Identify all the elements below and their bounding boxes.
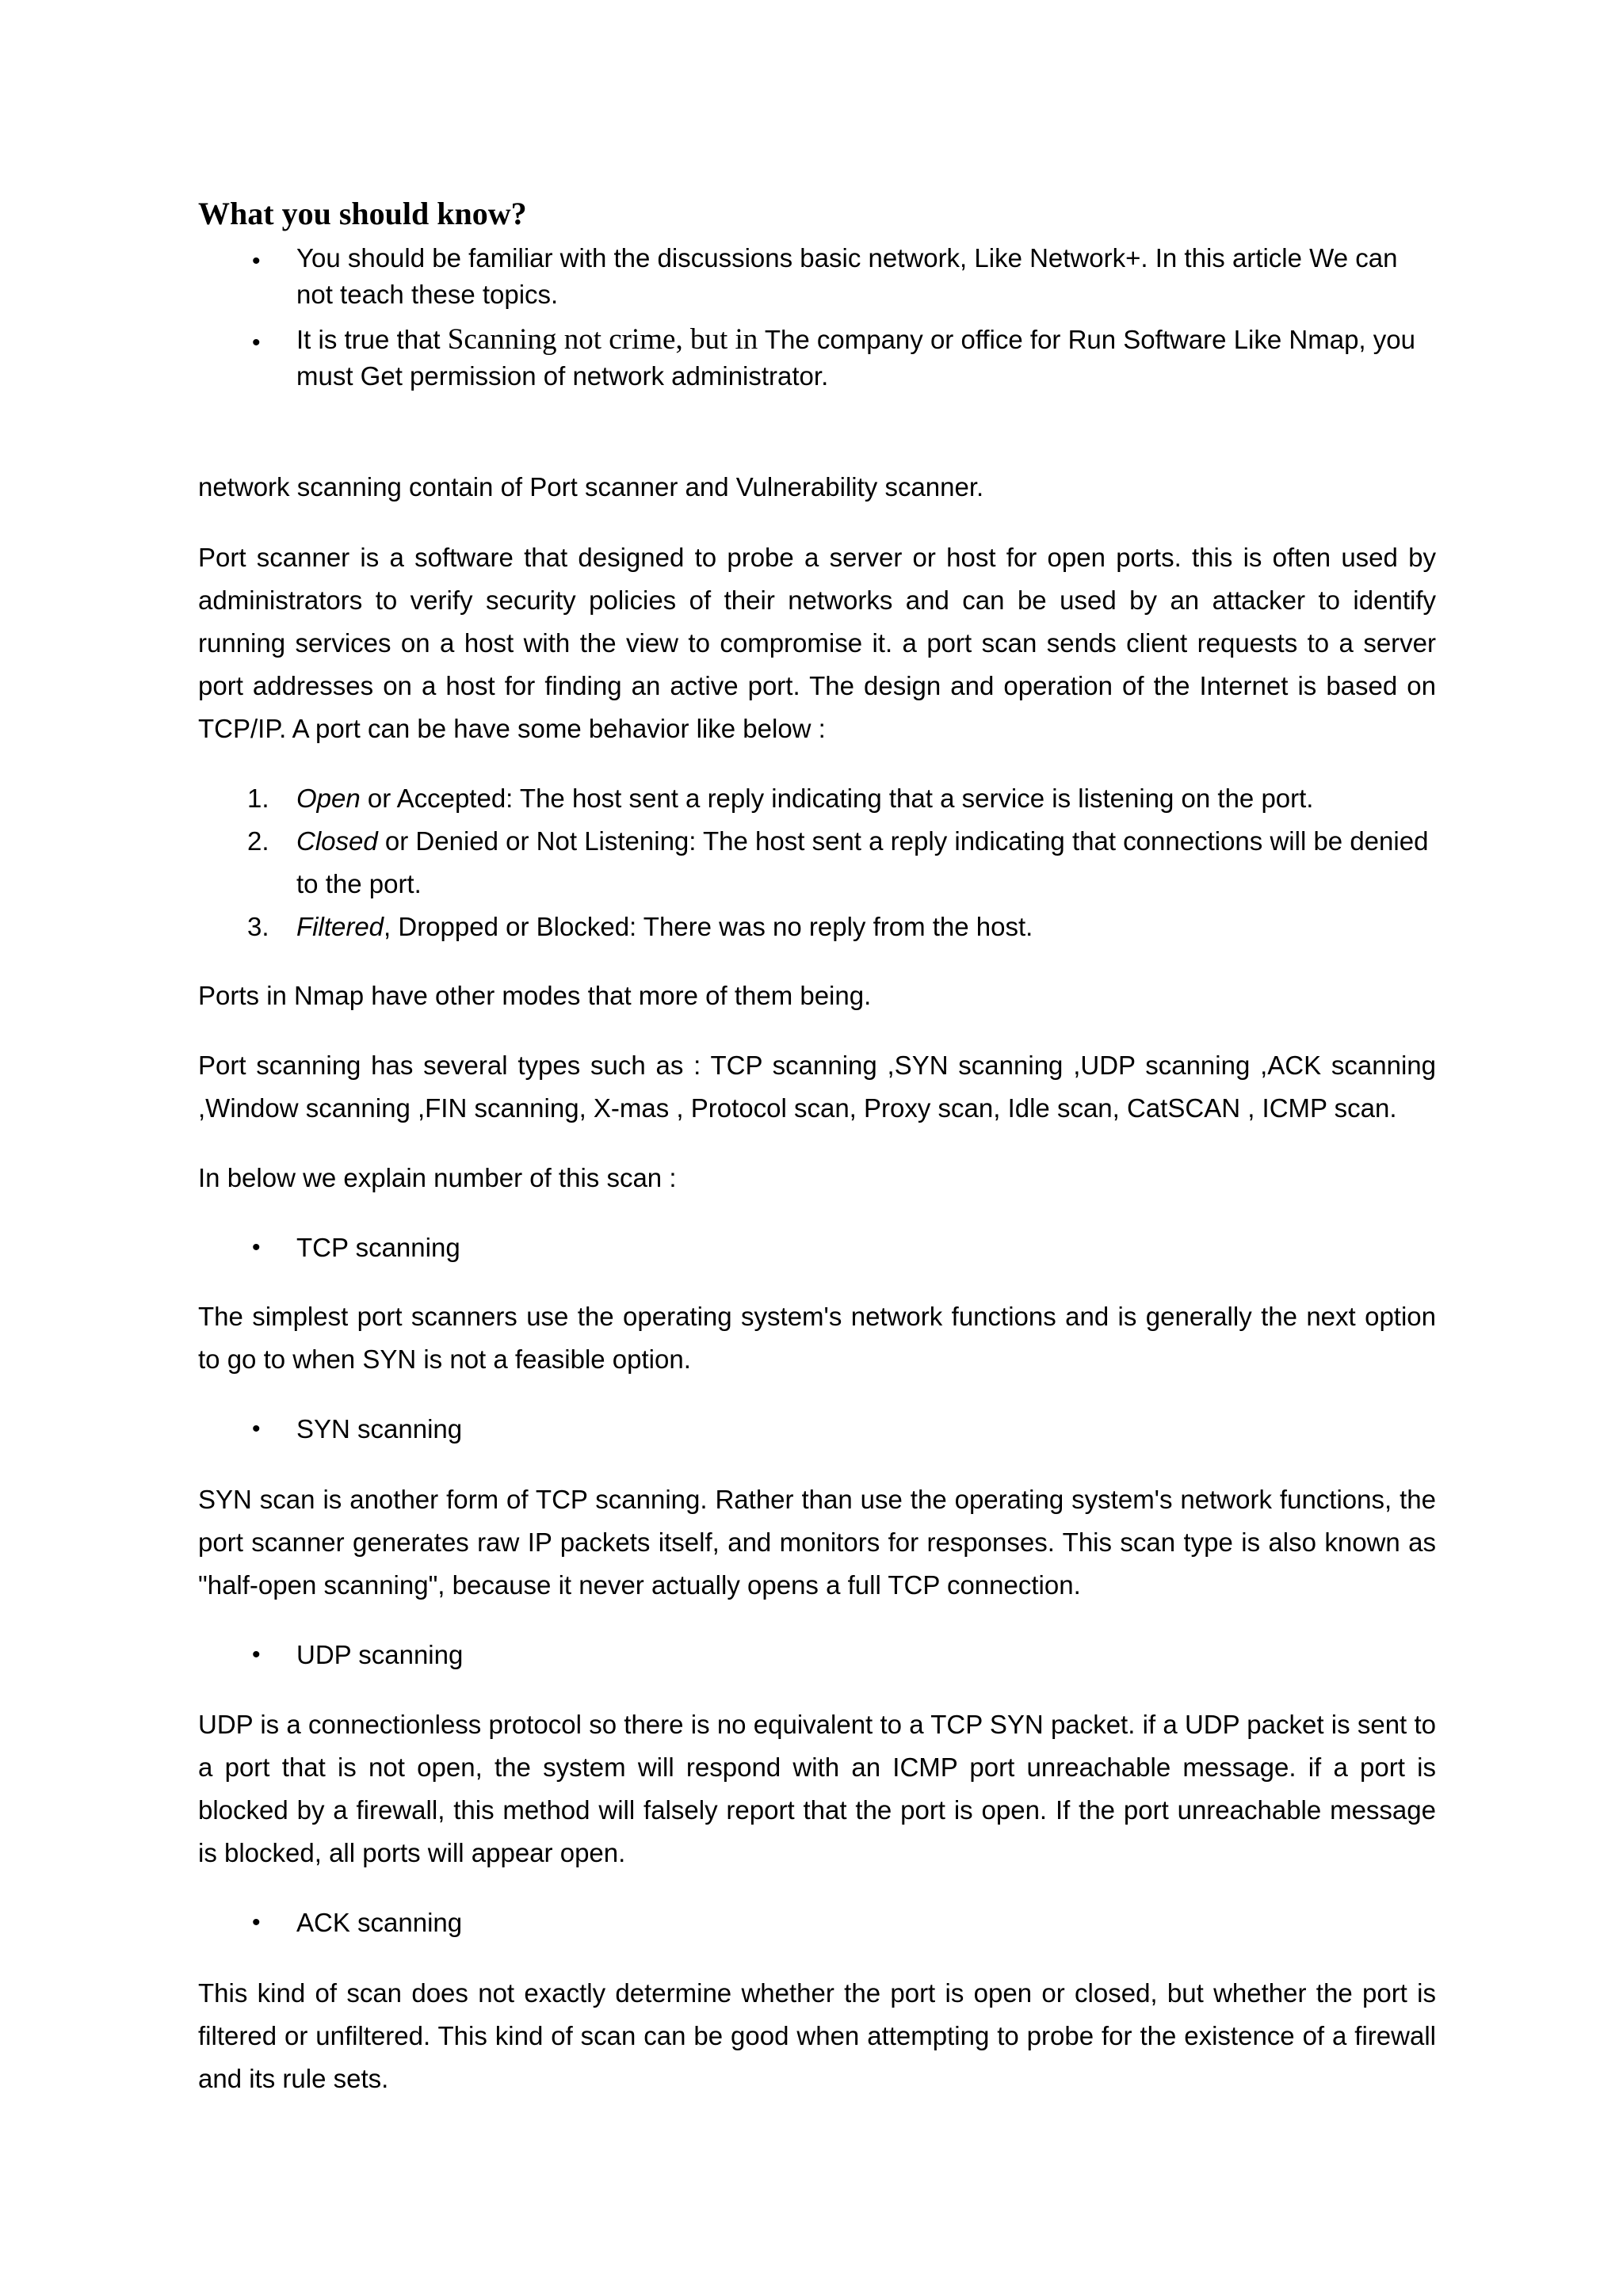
state-desc: or Denied or Not Listening: The host sent a reply indicating that connections will be denied to the port. [296, 826, 1429, 898]
scan-title-ack: ACK scanning [296, 1908, 463, 1937]
bullet-icon: • [252, 248, 261, 274]
paragraph-network-scanning: network scanning contain of Port scanner and Vulnerability scanner. [198, 472, 984, 502]
state-desc: or Accepted: The host sent a reply indicating that a service is listening on the port. [360, 784, 1314, 813]
intro-bullet-2-text-a: It is true that [296, 325, 448, 354]
paragraph-nmap-modes: Ports in Nmap have other modes that more of them being. [198, 981, 872, 1010]
state-term: Closed [296, 826, 378, 856]
state-text [296, 906, 1436, 948]
intro-bullet-2-text-b: The company or office for Run Software Like Nmap, you must Get permission of network administrator. [296, 325, 1415, 391]
state-term: Open [296, 784, 361, 813]
bullet-icon: • [252, 1234, 261, 1261]
paragraph-ack: This kind of scan does not exactly determine whether the port is open or closed, but whether the port is filtered or unfiltered. This kind of scan can be good when attempting to probe for the existence of a firewall and its rule sets. [198, 1978, 1436, 2093]
state-number: 2. [247, 826, 269, 856]
state-text [296, 820, 1436, 906]
bullet-icon: • [252, 330, 261, 356]
paragraph-tcp: The simplest port scanners use the operating system's network functions and is generally the next option to go to when SYN is not a feasible option. [198, 1302, 1436, 1374]
intro-bullet-2-text [296, 322, 1436, 395]
scan-title-udp: UDP scanning [296, 1640, 464, 1669]
bullet-icon: • [252, 1642, 261, 1668]
paragraph-explain-intro: In below we explain number of this scan : [198, 1163, 677, 1192]
paragraph-syn: SYN scan is another form of TCP scanning. Rather than use the operating system's network functions, the port scanner generates raw IP packets itself, and monitors for responses. This scan type is also known as "half-open scanning", because it never actually opens a full TCP connection. [198, 1485, 1436, 1600]
bullet-icon: • [252, 1416, 261, 1442]
state-desc: , Dropped or Blocked: There was no reply from the host. [384, 912, 1033, 941]
paragraph-udp: UDP is a connectionless protocol so there is no equivalent to a TCP SYN packet. if a UDP packet is sent to a port that is not open, the system will respond with an ICMP port unreachable message. if a port is blocked by a firewall, this method will falsely report that the port is open. If the port unreachable message is blocked, all ports will appear open. [198, 1710, 1436, 1867]
intro-bullet-2-serif: Scanning not crime, but in [447, 323, 758, 356]
state-number: 1. [247, 784, 269, 813]
paragraph-scan-types: Port scanning has several types such as : TCP scanning ,SYN scanning ,UDP scanning ,ACK scanning ,Window scanning ,FIN scanning, X-mas , Protocol scan, Proxy scan, Idle scan, CatSCAN , ICMP scan. [198, 1051, 1436, 1123]
state-text [296, 777, 1436, 820]
section-heading: What you should know? [198, 196, 527, 231]
scan-title-tcp: TCP scanning [296, 1233, 460, 1262]
bullet-icon: • [252, 1909, 261, 1936]
state-number: 3. [247, 912, 269, 941]
state-term: Filtered [296, 912, 384, 941]
intro-bullet-1-text: You should be familiar with the discussions basic network, Like Network+. In this article We can not teach these topics. [296, 243, 1398, 309]
paragraph-port-scanner: Port scanner is a software that designed to probe a server or host for open ports. this is often used by administrators to verify security policies of their networks and can be used by an attacker to identify running services on a host with the view to compromise it. a port scan sends client requests to a server port addresses on a host for finding an active port. The design and operation of the Internet is based on TCP/IP. A port can be have some behavior like below : [198, 543, 1436, 743]
scan-title-syn: SYN scanning [296, 1414, 463, 1444]
